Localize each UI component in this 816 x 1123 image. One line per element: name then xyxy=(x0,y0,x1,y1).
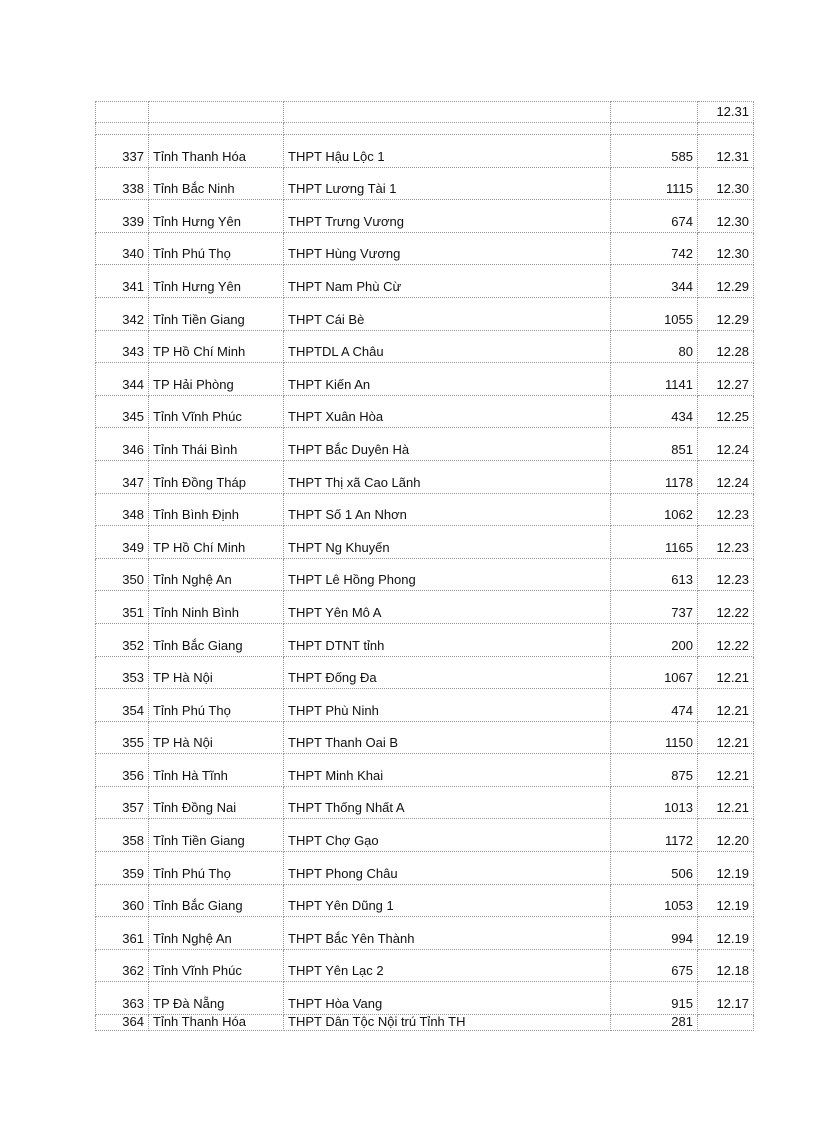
cell-count: 1115 xyxy=(611,167,698,200)
cell-school: THPT Kiến An xyxy=(284,363,611,396)
cell-count xyxy=(611,102,698,123)
cell-province: Tỉnh Nghệ An xyxy=(149,558,284,591)
cell-school xyxy=(284,102,611,123)
cell-no: 348 xyxy=(96,493,149,526)
cell-no: 340 xyxy=(96,232,149,265)
cell-school: THPT Phong Châu xyxy=(284,852,611,885)
cell-count: 742 xyxy=(611,232,698,265)
cell-score: 12.21 xyxy=(698,721,754,754)
cell-count: 1062 xyxy=(611,493,698,526)
cell-score: 12.23 xyxy=(698,558,754,591)
cell-province: Tỉnh Bình Định xyxy=(149,493,284,526)
table-row xyxy=(96,623,754,656)
cell-score: 12.23 xyxy=(698,526,754,559)
cell-score: 12.25 xyxy=(698,395,754,428)
cell-score: 12.21 xyxy=(698,656,754,689)
cell-school: THPT Chợ Gạo xyxy=(284,819,611,852)
cell-no: 353 xyxy=(96,656,149,689)
cell-province: Tỉnh Hưng Yên xyxy=(149,265,284,298)
cell-score: 12.29 xyxy=(698,265,754,298)
cell-province: TP Hà Nội xyxy=(149,721,284,754)
cell-no: 349 xyxy=(96,526,149,559)
table-row xyxy=(96,558,754,591)
cell-province: Tỉnh Đồng Tháp xyxy=(149,460,284,493)
table-row xyxy=(96,493,754,526)
cell-count: 675 xyxy=(611,949,698,982)
table-row xyxy=(96,917,754,950)
cell-no: 354 xyxy=(96,689,149,722)
table-row-continuation xyxy=(96,102,754,123)
cell-school: THPT Hậu Lộc 1 xyxy=(284,135,611,168)
cell-count: 281 xyxy=(611,1015,698,1031)
cell-empty xyxy=(698,123,754,135)
cell-count: 1172 xyxy=(611,819,698,852)
cell-count: 344 xyxy=(611,265,698,298)
cell-province: Tỉnh Bắc Ninh xyxy=(149,167,284,200)
cell-empty xyxy=(284,123,611,135)
cell-province: TP Đà Nẵng xyxy=(149,982,284,1015)
cell-province xyxy=(149,102,284,123)
cell-province: Tỉnh Hà Tĩnh xyxy=(149,754,284,787)
cell-school: THPT Thanh Oai B xyxy=(284,721,611,754)
cell-score: 12.29 xyxy=(698,297,754,330)
cell-no: 337 xyxy=(96,135,149,168)
cell-score: 12.30 xyxy=(698,167,754,200)
table-row xyxy=(96,786,754,819)
cell-score: 12.20 xyxy=(698,819,754,852)
cell-school: THPT Dân Tộc Nội trú Tỉnh TH xyxy=(284,1015,611,1031)
cell-school: THPT Xuân Hòa xyxy=(284,395,611,428)
cell-school: THPT Yên Dũng 1 xyxy=(284,884,611,917)
table-row xyxy=(96,852,754,885)
cell-count: 737 xyxy=(611,591,698,624)
cell-score xyxy=(698,1015,754,1031)
cell-score: 12.31 xyxy=(698,135,754,168)
cell-count: 200 xyxy=(611,623,698,656)
cell-score: 12.22 xyxy=(698,591,754,624)
table-row xyxy=(96,428,754,461)
cell-count: 994 xyxy=(611,917,698,950)
cell-province: Tỉnh Phú Thọ xyxy=(149,232,284,265)
cell-score: 12.31 xyxy=(698,102,754,123)
cell-score: 12.23 xyxy=(698,493,754,526)
cell-count: 506 xyxy=(611,852,698,885)
cell-province: Tỉnh Bắc Giang xyxy=(149,884,284,917)
cell-count: 1055 xyxy=(611,297,698,330)
cell-no: 351 xyxy=(96,591,149,624)
cell-school: THPT Lương Tài 1 xyxy=(284,167,611,200)
cell-count: 875 xyxy=(611,754,698,787)
cell-no: 347 xyxy=(96,460,149,493)
cell-province: Tỉnh Phú Thọ xyxy=(149,852,284,885)
cell-count: 851 xyxy=(611,428,698,461)
cell-school: THPT Thống Nhất A xyxy=(284,786,611,819)
cell-empty xyxy=(96,123,149,135)
cell-province: Tỉnh Vĩnh Phúc xyxy=(149,395,284,428)
cell-school: THPT Bắc Duyên Hà xyxy=(284,428,611,461)
cell-no: 341 xyxy=(96,265,149,298)
cell-score: 12.21 xyxy=(698,689,754,722)
cell-count: 613 xyxy=(611,558,698,591)
cell-score: 12.18 xyxy=(698,949,754,982)
cell-school: THPT DTNT tỉnh xyxy=(284,623,611,656)
cell-province: Tỉnh Tiền Giang xyxy=(149,297,284,330)
cell-score: 12.19 xyxy=(698,917,754,950)
school-ranking-table xyxy=(95,101,754,1031)
cell-province: Tỉnh Tiền Giang xyxy=(149,819,284,852)
cell-no: 364 xyxy=(96,1015,149,1031)
cell-count: 434 xyxy=(611,395,698,428)
cell-count: 1150 xyxy=(611,721,698,754)
cell-province: Tỉnh Thanh Hóa xyxy=(149,135,284,168)
cell-school: THPT Bắc Yên Thành xyxy=(284,917,611,950)
cell-no: 350 xyxy=(96,558,149,591)
table-row xyxy=(96,330,754,363)
cell-province: TP Hà Nội xyxy=(149,656,284,689)
cell-count: 915 xyxy=(611,982,698,1015)
cell-school: THPT Trưng Vương xyxy=(284,200,611,233)
table-row xyxy=(96,754,754,787)
cell-score: 12.22 xyxy=(698,623,754,656)
cell-no: 355 xyxy=(96,721,149,754)
cell-province: Tỉnh Bắc Giang xyxy=(149,623,284,656)
cell-province: Tỉnh Ninh Bình xyxy=(149,591,284,624)
table-row xyxy=(96,819,754,852)
cell-no: 362 xyxy=(96,949,149,982)
table-row xyxy=(96,884,754,917)
table-row xyxy=(96,721,754,754)
cell-province: TP Hồ Chí Minh xyxy=(149,526,284,559)
cell-no: 344 xyxy=(96,363,149,396)
cell-school: THPT Phù Ninh xyxy=(284,689,611,722)
cell-school: THPT Yên Lạc 2 xyxy=(284,949,611,982)
table-row xyxy=(96,656,754,689)
cell-province: Tỉnh Đồng Nai xyxy=(149,786,284,819)
cell-province: Tỉnh Hưng Yên xyxy=(149,200,284,233)
cell-no: 352 xyxy=(96,623,149,656)
cell-score: 12.24 xyxy=(698,460,754,493)
cell-province: Tỉnh Thanh Hóa xyxy=(149,1015,284,1031)
cell-school: THPTDL A Châu xyxy=(284,330,611,363)
cell-count: 474 xyxy=(611,689,698,722)
table-row xyxy=(96,200,754,233)
cell-no: 360 xyxy=(96,884,149,917)
cell-count: 674 xyxy=(611,200,698,233)
table-row xyxy=(96,167,754,200)
cell-score: 12.27 xyxy=(698,363,754,396)
cell-no: 357 xyxy=(96,786,149,819)
cell-school: THPT Minh Khai xyxy=(284,754,611,787)
cell-no: 363 xyxy=(96,982,149,1015)
cell-no: 346 xyxy=(96,428,149,461)
table-row xyxy=(96,689,754,722)
cell-no: 361 xyxy=(96,917,149,950)
table-body xyxy=(96,102,754,1031)
table-row xyxy=(96,591,754,624)
cell-school: THPT Số 1 An Nhơn xyxy=(284,493,611,526)
cell-score: 12.28 xyxy=(698,330,754,363)
cell-score: 12.24 xyxy=(698,428,754,461)
table-row xyxy=(96,297,754,330)
cell-province: Tỉnh Thái Bình xyxy=(149,428,284,461)
cell-school: THPT Nam Phù Cừ xyxy=(284,265,611,298)
table-row xyxy=(96,395,754,428)
cell-school: THPT Hòa Vang xyxy=(284,982,611,1015)
cell-count: 585 xyxy=(611,135,698,168)
cell-score: 12.30 xyxy=(698,232,754,265)
cell-count: 1178 xyxy=(611,460,698,493)
cell-empty xyxy=(149,123,284,135)
table-row xyxy=(96,232,754,265)
table-row xyxy=(96,526,754,559)
cell-no: 345 xyxy=(96,395,149,428)
cell-count: 80 xyxy=(611,330,698,363)
cell-no: 338 xyxy=(96,167,149,200)
cell-school: THPT Cái Bè xyxy=(284,297,611,330)
table-row-last xyxy=(96,1015,754,1031)
cell-school: THPT Yên Mô A xyxy=(284,591,611,624)
cell-school: THPT Lê Hồng Phong xyxy=(284,558,611,591)
table-row xyxy=(96,135,754,168)
cell-school: THPT Ng Khuyến xyxy=(284,526,611,559)
cell-province: Tỉnh Nghệ An xyxy=(149,917,284,950)
cell-count: 1013 xyxy=(611,786,698,819)
cell-count: 1053 xyxy=(611,884,698,917)
table-row-spacer xyxy=(96,123,754,135)
table-row xyxy=(96,363,754,396)
cell-province: Tỉnh Vĩnh Phúc xyxy=(149,949,284,982)
cell-count: 1165 xyxy=(611,526,698,559)
cell-no: 342 xyxy=(96,297,149,330)
cell-no: 359 xyxy=(96,852,149,885)
cell-score: 12.21 xyxy=(698,754,754,787)
cell-score: 12.21 xyxy=(698,786,754,819)
cell-score: 12.17 xyxy=(698,982,754,1015)
cell-empty xyxy=(611,123,698,135)
cell-province: TP Hồ Chí Minh xyxy=(149,330,284,363)
cell-province: Tỉnh Phú Thọ xyxy=(149,689,284,722)
cell-score: 12.19 xyxy=(698,852,754,885)
cell-no: 358 xyxy=(96,819,149,852)
cell-province: TP Hải Phòng xyxy=(149,363,284,396)
cell-no: 339 xyxy=(96,200,149,233)
table-row xyxy=(96,460,754,493)
cell-school: THPT Đống Đa xyxy=(284,656,611,689)
cell-school: THPT Thị xã Cao Lãnh xyxy=(284,460,611,493)
cell-count: 1067 xyxy=(611,656,698,689)
cell-school: THPT Hùng Vương xyxy=(284,232,611,265)
table-row xyxy=(96,265,754,298)
cell-score: 12.19 xyxy=(698,884,754,917)
cell-no xyxy=(96,102,149,123)
table-row xyxy=(96,949,754,982)
table-row xyxy=(96,982,754,1015)
cell-no: 356 xyxy=(96,754,149,787)
cell-count: 1141 xyxy=(611,363,698,396)
cell-no: 343 xyxy=(96,330,149,363)
cell-score: 12.30 xyxy=(698,200,754,233)
